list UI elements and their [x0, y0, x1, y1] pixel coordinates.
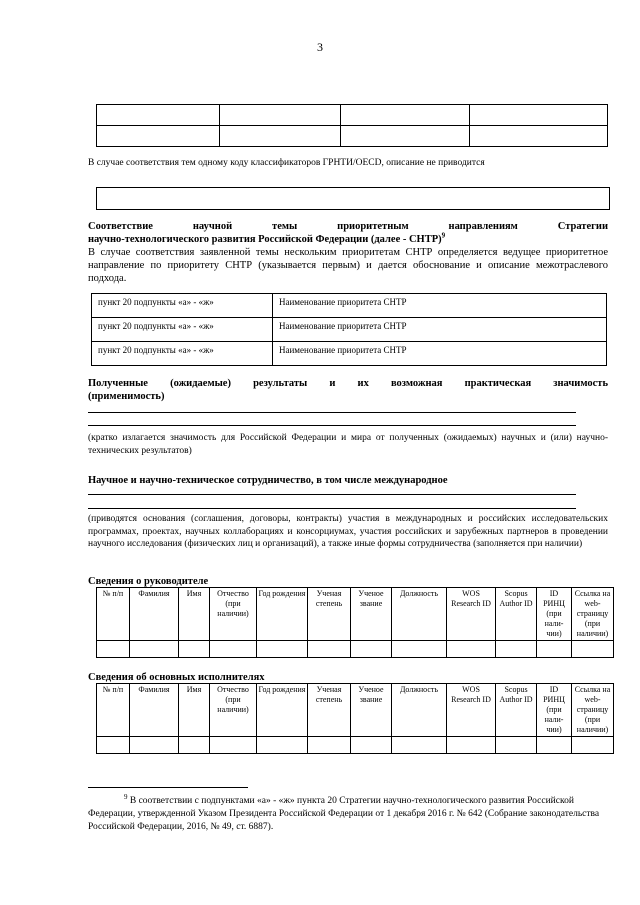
table-cell[interactable] [447, 737, 496, 754]
col-wos-id: WOS Research ID [447, 588, 496, 641]
table-cell[interactable] [257, 641, 308, 658]
table-cell[interactable] [470, 105, 608, 126]
footnote-text: В соответствии с подпунктами «а» - «ж» пункта 20 Стратегии научно-технологического развития Российской Федерации, утвержденной Указом Президента Российской Федерации от 1 декабря 2016 г. № 642 (Собрание законодательства Российской Федерации, 2016, № 49, ст. 6887). [88, 796, 600, 832]
table-row [97, 641, 614, 658]
table-cell[interactable] [257, 737, 308, 754]
col-wos-id: WOS Research ID [447, 684, 496, 737]
table-cell[interactable] [97, 126, 220, 147]
col-name: Имя [179, 588, 210, 641]
results-heading-line1: Полученные (ожидаемые) результаты и их возможная практическая значимость [88, 378, 608, 389]
col-birth-year: Год рождения [257, 684, 308, 737]
cooperation-input-line[interactable] [88, 494, 576, 495]
table-cell[interactable] [220, 126, 341, 147]
col-web-link: Ссылка на web-страницу (при наличии) [572, 588, 614, 641]
classifier-note: В случае соответствия тем одному коду классификаторов ГРНТИ/OECD, описание не приводится [88, 158, 485, 168]
table-row [97, 126, 608, 147]
priority-point-cell[interactable]: пункт 20 подпункты «а» - «ж» [92, 318, 273, 342]
page-number: 3 [317, 40, 323, 54]
strategy-heading-line2 [88, 233, 608, 246]
footnote-mark: 9 [124, 792, 128, 801]
cooperation-note: (приводятся основания (соглашения, договоры, контракты) участия в международных и российских исследовательских программах, проектах, научных коллаборациях и консорциумах, участия российских и зарубежных партнеров в проведении научного исследования (физических лиц и организаций), а также иные формы сотрудничества (заполняется при наличии) [88, 514, 608, 549]
table-cell[interactable] [392, 641, 447, 658]
executors-table [96, 683, 614, 754]
col-degree: Ученая степень [308, 684, 351, 737]
table-cell[interactable] [220, 105, 341, 126]
col-title: Ученое звание [351, 684, 392, 737]
col-surname: Фамилия [130, 588, 179, 641]
table-row [97, 737, 614, 754]
table-cell[interactable] [210, 737, 257, 754]
table-cell[interactable] [470, 126, 608, 147]
results-note: (кратко излагается значимость для Российской Федерации и мира от полученных (ожидаемых) научных и (или) научно-технических результатов) [88, 433, 608, 456]
results-heading-line2: (применимость) [88, 391, 165, 402]
table-cell[interactable] [210, 641, 257, 658]
table-cell[interactable] [537, 641, 572, 658]
footnote-divider [88, 787, 248, 788]
table-cell[interactable] [308, 737, 351, 754]
col-position: Должность [392, 684, 447, 737]
table-cell[interactable] [351, 737, 392, 754]
table-cell[interactable] [447, 641, 496, 658]
table-cell[interactable] [97, 737, 130, 754]
priority-point-cell[interactable]: пункт 20 подпункты «а» - «ж» [92, 342, 273, 366]
col-number: № п/п [97, 684, 130, 737]
priority-table [91, 293, 607, 366]
col-number: № п/п [97, 588, 130, 641]
table-row [92, 318, 607, 342]
table-cell[interactable] [537, 737, 572, 754]
table-cell[interactable] [130, 737, 179, 754]
col-birth-year: Год рождения [257, 588, 308, 641]
classifier-description-box[interactable] [96, 187, 610, 210]
results-input-line[interactable] [88, 412, 576, 413]
col-rinc-id: ID РИНЦ (при нали-чии) [537, 684, 572, 737]
col-scopus-id: Scopus Author ID [496, 684, 537, 737]
cooperation-heading: Научное и научно-техническое сотрудничество, в том числе международное [88, 475, 448, 486]
col-scopus-id: Scopus Author ID [496, 588, 537, 641]
leader-table [96, 587, 614, 658]
col-position: Должность [392, 588, 447, 641]
table-cell[interactable] [351, 641, 392, 658]
table-cell[interactable] [179, 737, 210, 754]
table-cell[interactable] [572, 737, 614, 754]
leader-heading: Сведения о руководителе [88, 576, 209, 587]
table-row [92, 294, 607, 318]
table-cell[interactable] [308, 641, 351, 658]
col-patronymic: Отчество (при наличии) [210, 684, 257, 737]
col-rinc-id: ID РИНЦ (при нали-чии) [537, 588, 572, 641]
table-cell[interactable] [130, 641, 179, 658]
col-degree: Ученая степень [308, 588, 351, 641]
col-surname: Фамилия [130, 684, 179, 737]
table-row [92, 342, 607, 366]
col-name: Имя [179, 684, 210, 737]
results-input-line[interactable] [88, 425, 576, 426]
table-header-row [97, 684, 614, 737]
table-cell[interactable] [496, 641, 537, 658]
table-cell[interactable] [341, 105, 470, 126]
table-cell[interactable] [496, 737, 537, 754]
priority-name-cell[interactable]: Наименование приоритета СНТР [273, 294, 607, 318]
cooperation-input-line[interactable] [88, 508, 576, 509]
col-patronymic: Отчество (при наличии) [210, 588, 257, 641]
table-cell[interactable] [97, 105, 220, 126]
priority-name-cell[interactable]: Наименование приоритета СНТР [273, 342, 607, 366]
classifier-table [96, 104, 608, 147]
footnote [88, 792, 608, 834]
table-cell[interactable] [341, 126, 470, 147]
table-cell[interactable] [179, 641, 210, 658]
col-web-link: Ссылка на web-страницу (при наличии) [572, 684, 614, 737]
table-row [97, 105, 608, 126]
footnote-ref[interactable]: 9 [441, 231, 446, 240]
col-title: Ученое звание [351, 588, 392, 641]
strategy-paragraph: В случае соответствия заявленной темы нескольким приоритетам СНТР определяется ведущее приоритетное направление по приоритету СНТР (указывается первым) и дается обоснование и описание межотраслевого подхода. [88, 247, 608, 284]
table-header-row [97, 588, 614, 641]
table-cell[interactable] [392, 737, 447, 754]
table-cell[interactable] [97, 641, 130, 658]
strategy-heading-line1: Соответствие научной темы приоритетным направлениям Стратегии [88, 221, 608, 232]
priority-name-cell[interactable]: Наименование приоритета СНТР [273, 318, 607, 342]
table-cell[interactable] [572, 641, 614, 658]
strategy-heading-text: научно-технологического развития Российской Федерации (далее - СНТР) [88, 234, 442, 245]
priority-point-cell[interactable]: пункт 20 подпункты «а» - «ж» [92, 294, 273, 318]
executors-heading: Сведения об основных исполнителях [88, 672, 265, 683]
